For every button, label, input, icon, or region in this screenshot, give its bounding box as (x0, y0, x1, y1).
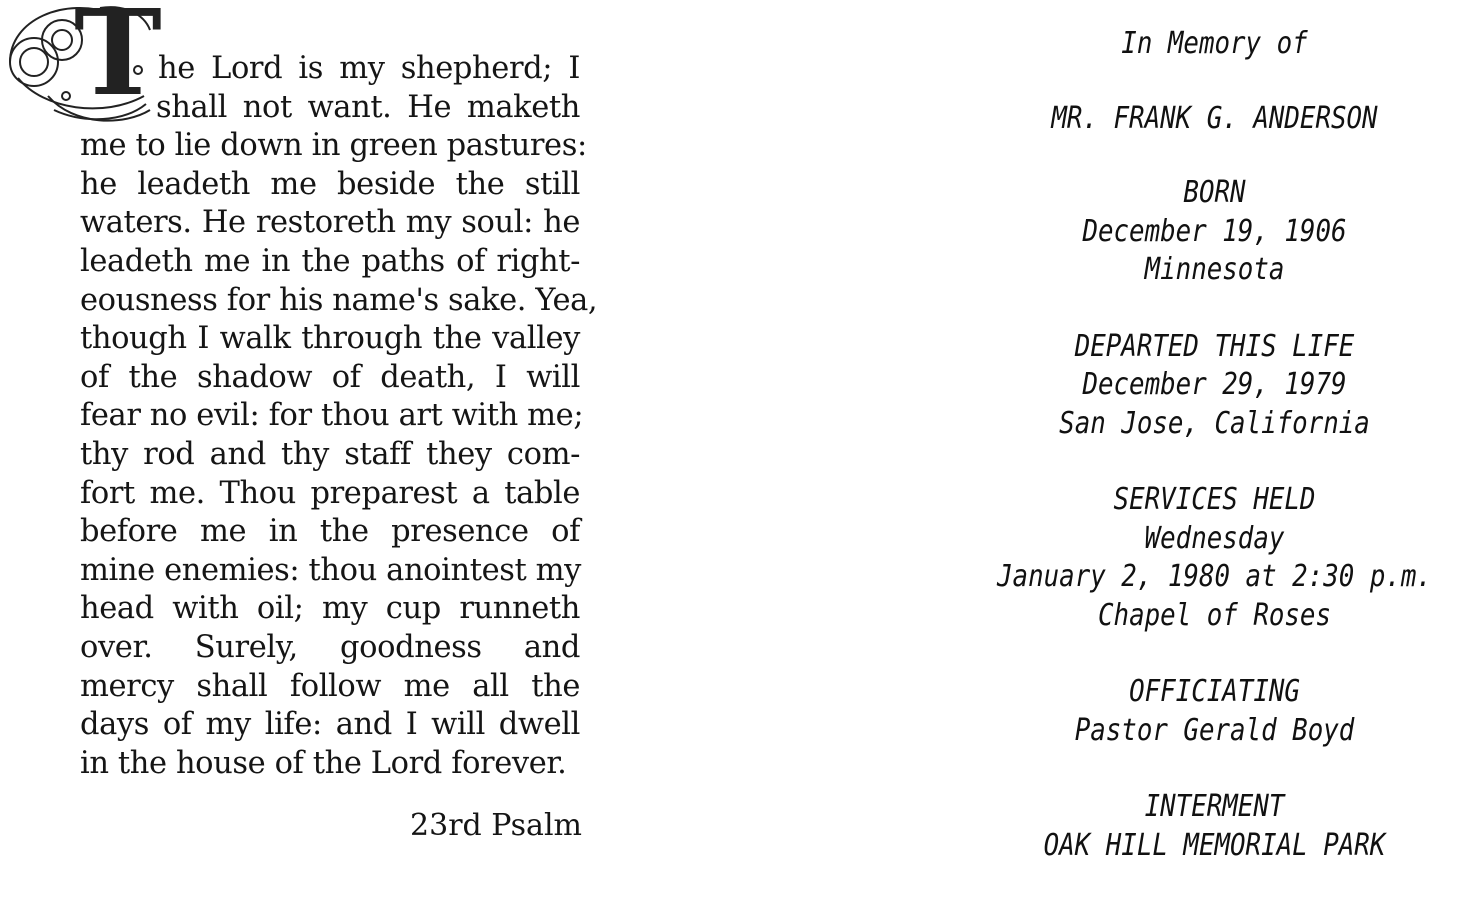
psalm-line: shall not want. He maketh (156, 89, 580, 125)
psalm-line: me to lie down in green pastures: (80, 128, 587, 164)
psalm-text (80, 50, 598, 783)
psalm-line: thy rod and thy staff they com- (80, 436, 580, 472)
psalm-credit: 23rd Psalm (410, 808, 582, 843)
psalm-line: in the house of the Lord forever. (80, 745, 567, 781)
services-label: SERVICES HELD (1113, 482, 1316, 517)
services-day: Wednesday (1144, 520, 1285, 556)
interment-label: INTERMENT (1144, 789, 1285, 824)
officiant-name: Pastor Gerald Boyd (1074, 712, 1355, 748)
psalm-line: he Lord is my shepherd; I (158, 51, 580, 86)
psalm-line: before me in the presence of (80, 514, 580, 550)
psalm-line: eousness for his name's sake. Yea, (80, 282, 598, 318)
psalm-line: head with oil; my cup runneth (80, 591, 580, 627)
memorial-details (950, 25, 1479, 865)
psalm-line: he leadeth me beside the still (80, 166, 580, 202)
psalm-line: fear no evil: for thou art with me; (80, 398, 584, 434)
drop-cap-letter: T (74, 0, 162, 122)
services-date: January 2, 1980 at 2:30 p.m. (997, 559, 1432, 594)
psalm-line: of the shadow of death, I will (80, 359, 580, 395)
psalm-line: though I walk through the valley (80, 321, 580, 357)
psalm-line: leadeth me in the paths of right- (80, 243, 580, 279)
psalm-line: mine enemies: thou anointest my (80, 552, 582, 588)
departed-place: San Jose, California (1059, 405, 1370, 441)
services-place: Chapel of Roses (1097, 597, 1332, 633)
interment-place: OAK HILL MEMORIAL PARK (1043, 827, 1386, 863)
departed-date: December 29, 1979 (1082, 367, 1347, 402)
psalm-line: waters. He restoreth my soul: he (80, 205, 580, 241)
psalm-line: over. Surely, goodness and (80, 629, 580, 665)
born-place: Minnesota (1144, 252, 1285, 287)
psalm-line: fort me. Thou preparest a table (80, 475, 580, 511)
born-label: BORN (1183, 175, 1246, 210)
departed-label: DEPARTED THIS LIFE (1074, 328, 1355, 364)
officiating-label: OFFICIATING (1129, 674, 1300, 709)
psalm-line: days of my life: and I will dwell (80, 707, 580, 743)
memorial-heading: In Memory of (1121, 26, 1308, 61)
born-date: December 19, 1906 (1082, 213, 1347, 249)
psalm-line: mercy shall follow me all the (80, 668, 580, 704)
deceased-name: MR. FRANK G. ANDERSON (1051, 100, 1378, 136)
